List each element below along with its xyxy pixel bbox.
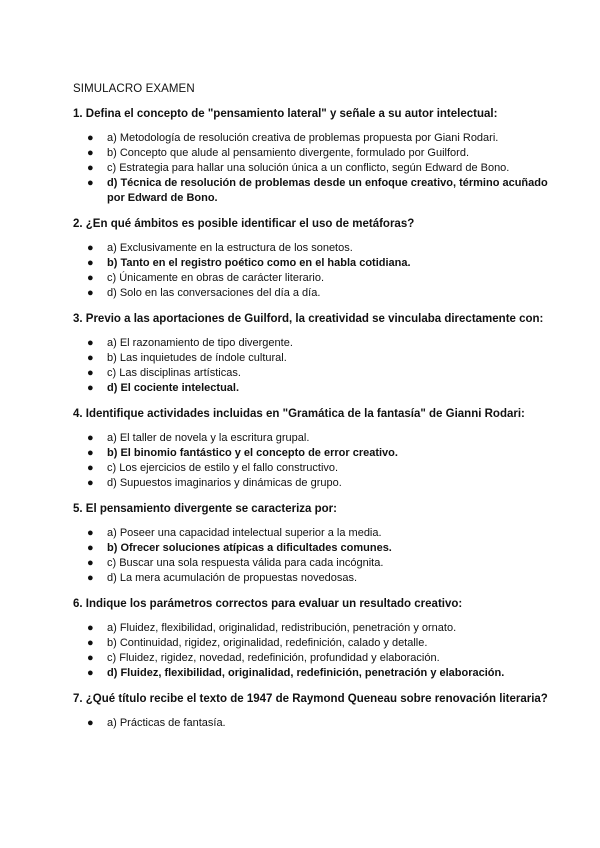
bullet-icon: ●: [87, 337, 94, 349]
bullet-icon: ●: [87, 477, 94, 489]
option-label: c) Fluidez, rigidez, novedad, redefinición, profundidad y elaboración.: [107, 652, 440, 664]
option-label: a) Exclusivamente en la estructura de los sonetos.: [107, 242, 353, 254]
answer-option: [73, 336, 560, 351]
option-label: d) Supuestos imaginarios y dinámicas de grupo.: [107, 477, 342, 489]
correct-option: [73, 381, 560, 396]
answer-option: [73, 621, 560, 636]
bullet-icon: ●: [87, 572, 94, 584]
option-label: a) Metodología de resolución creativa de problemas propuesta por Giani Rodari.: [107, 132, 499, 144]
answer-option: [73, 146, 560, 161]
question-text: 3. Previo a las aportaciones de Guilford, la creatividad se vinculaba directamente con:: [73, 313, 544, 325]
option-label: d) Solo en las conversaciones del día a día.: [107, 287, 321, 299]
option-label: b) Concepto que alude al pensamiento divergente, formulado por Guilford.: [107, 147, 470, 159]
bullet-icon: ●: [87, 272, 94, 284]
answer-option: [73, 131, 560, 146]
question-6: [73, 597, 560, 681]
option-label: b) Tanto en el registro poético como en el habla cotidiana.: [107, 257, 411, 269]
option-label: d) El cociente intelectual.: [107, 382, 240, 394]
question-text: 1. Defina el concepto de "pensamiento lateral" y señale a su autor intelectual:: [73, 108, 498, 120]
bullet-icon: ●: [87, 527, 94, 539]
bullet-icon: ●: [87, 162, 94, 174]
option-label: b) Continuidad, rigidez, originalidad, redefinición, calado y detalle.: [107, 637, 428, 649]
bullet-icon: ●: [87, 257, 94, 269]
option-label: a) Prácticas de fantasía.: [107, 717, 226, 729]
question-5: [73, 502, 560, 586]
option-label: a) El razonamiento de tipo divergente.: [107, 337, 293, 349]
question-7: [73, 692, 560, 731]
question-3: [73, 312, 560, 396]
question-text: 2. ¿En qué ámbitos es posible identificar el uso de metáforas?: [73, 218, 415, 230]
option-label: c) Los ejercicios de estilo y el fallo constructivo.: [107, 462, 339, 474]
option-label: c) Estrategia para hallar una solución única a un conflicto, según Edward de Bono.: [107, 162, 510, 174]
correct-option: [73, 541, 560, 556]
option-list: [73, 431, 560, 491]
question-text: 4. Identifique actividades incluidas en "Gramática de la fantasía" de Gianni Rodari:: [73, 408, 525, 420]
option-label: c) Las disciplinas artísticas.: [107, 367, 241, 379]
option-label: c) Buscar una sola respuesta válida para cada incógnita.: [107, 557, 384, 569]
bullet-icon: ●: [87, 542, 94, 554]
option-label: a) Fluidez, flexibilidad, originalidad, redistribución, penetración y ornato.: [107, 622, 457, 634]
bullet-icon: ●: [87, 367, 94, 379]
answer-option: [73, 351, 560, 366]
option-label: b) El binomio fantástico y el concepto de error creativo.: [107, 447, 398, 459]
answer-option: [73, 431, 560, 446]
bullet-icon: ●: [87, 447, 94, 459]
answer-option: [73, 526, 560, 541]
answer-option: [73, 241, 560, 256]
bullet-icon: ●: [87, 622, 94, 634]
answer-option: [73, 271, 560, 286]
answer-option: [73, 571, 560, 586]
question-list: [73, 107, 560, 731]
option-label: a) Poseer una capacidad intelectual superior a la media.: [107, 527, 382, 539]
correct-option: [73, 446, 560, 461]
question-text: 5. El pensamiento divergente se caracteriza por:: [73, 503, 337, 515]
bullet-icon: ●: [87, 557, 94, 569]
answer-option: [73, 716, 560, 731]
answer-option: [73, 651, 560, 666]
question-1: [73, 107, 560, 206]
bullet-icon: ●: [87, 462, 94, 474]
question-4: [73, 407, 560, 491]
answer-option: [73, 161, 560, 176]
answer-option: [73, 461, 560, 476]
bullet-icon: ●: [87, 652, 94, 664]
option-label: d) Técnica de resolución de problemas desde un enfoque creativo, término acuñado por Edward de Bono.: [107, 177, 548, 204]
bullet-icon: ●: [87, 177, 94, 189]
question-2: [73, 217, 560, 301]
correct-option: [73, 176, 560, 206]
option-list: [73, 716, 560, 731]
option-label: d) Fluidez, flexibilidad, originalidad, redefinición, penetración y elaboración.: [107, 667, 505, 679]
bullet-icon: ●: [87, 352, 94, 364]
option-list: [73, 526, 560, 586]
bullet-icon: ●: [87, 242, 94, 254]
bullet-icon: ●: [87, 132, 94, 144]
option-label: c) Únicamente en obras de carácter literario.: [107, 272, 325, 284]
option-label: b) Ofrecer soluciones atípicas a dificultades comunes.: [107, 542, 392, 554]
option-label: a) El taller de novela y la escritura grupal.: [107, 432, 310, 444]
option-list: [73, 241, 560, 301]
bullet-icon: ●: [87, 432, 94, 444]
bullet-icon: ●: [87, 637, 94, 649]
question-text: 7. ¿Qué título recibe el texto de 1947 de Raymond Queneau sobre renovación literaria?: [73, 693, 548, 705]
option-list: [73, 336, 560, 396]
answer-option: [73, 556, 560, 571]
answer-option: [73, 476, 560, 491]
bullet-icon: ●: [87, 382, 94, 394]
correct-option: [73, 666, 560, 681]
option-list: [73, 621, 560, 681]
bullet-icon: ●: [87, 667, 94, 679]
bullet-icon: ●: [87, 147, 94, 159]
document-title: SIMULACRO EXAMEN: [73, 83, 195, 95]
question-text: 6. Indique los parámetros correctos para evaluar un resultado creativo:: [73, 598, 463, 610]
option-list: [73, 131, 560, 206]
answer-option: [73, 366, 560, 381]
option-label: b) Las inquietudes de índole cultural.: [107, 352, 287, 364]
correct-option: [73, 256, 560, 271]
bullet-icon: ●: [87, 717, 94, 729]
answer-option: [73, 286, 560, 301]
option-label: d) La mera acumulación de propuestas novedosas.: [107, 572, 358, 584]
answer-option: [73, 636, 560, 651]
bullet-icon: ●: [87, 287, 94, 299]
